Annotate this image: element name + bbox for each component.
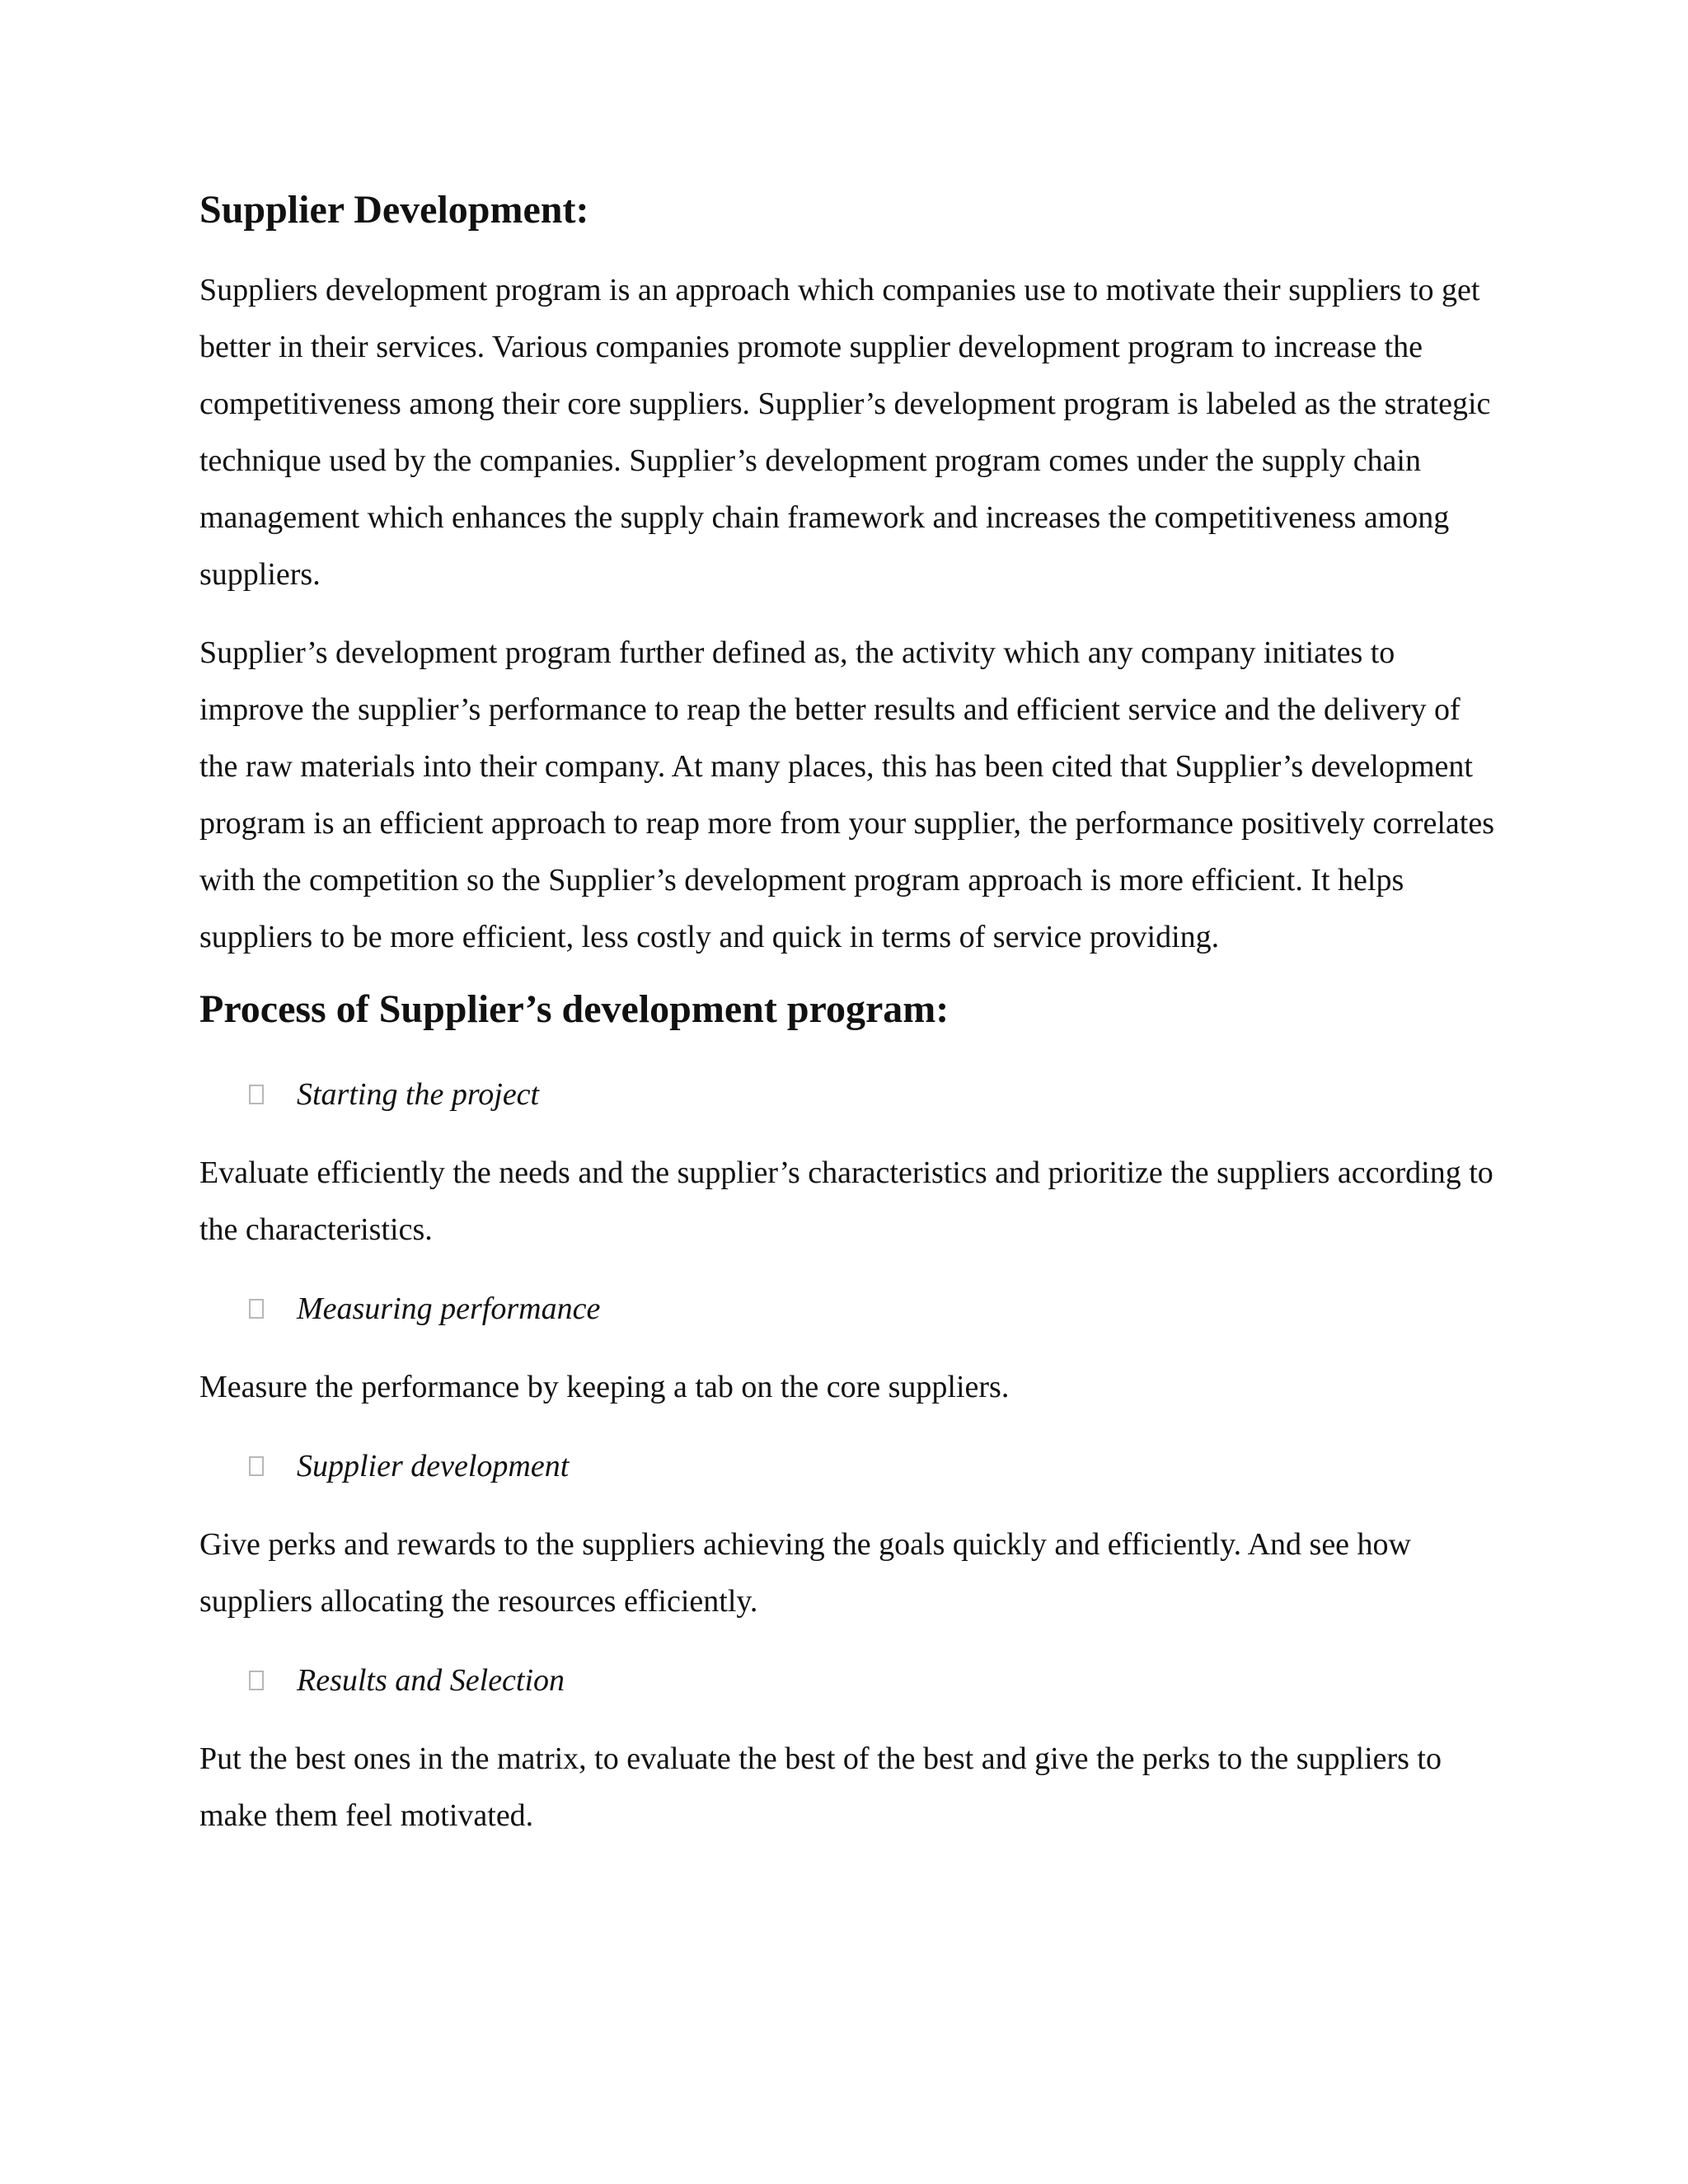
bullet-icon [249, 1671, 264, 1690]
bullet-icon [249, 1456, 264, 1476]
step-label: Supplier development [297, 1448, 570, 1483]
step-item [199, 1437, 1502, 1494]
process-heading: Process of Supplier’s development program: [199, 987, 950, 1031]
intro-paragraph: Suppliers development program is an approach which companies use to motivate their suppliers to get better in their services. Various companies promote supplier development program to increase the competitiveness among their core suppliers. Supplier’s development program is labeled as the strategic technique used by the companies. Supplier’s development program comes under the supply chain management which enhances the supply chain framework and increases the competitiveness among suppliers. [199, 272, 1491, 592]
page-title: Supplier Development: [199, 188, 589, 232]
step-label: Starting the project [297, 1076, 540, 1112]
step-item [199, 1066, 1502, 1122]
bullet-icon [249, 1299, 264, 1319]
step-description: Put the best ones in the matrix, to evaluate the best of the best and give the perks to the suppliers to make them feel motivated. [199, 1741, 1442, 1834]
step-item [199, 1280, 1502, 1337]
step-label: Results and Selection [297, 1662, 565, 1698]
step-description: Measure the performance by keeping a tab on the core suppliers. [199, 1370, 1010, 1405]
step-label: Measuring performance [297, 1291, 601, 1326]
bullet-icon [249, 1085, 264, 1104]
definition-paragraph: Supplier’s development program further defined as, the activity which any company initiates to improve the supplier’s performance to reap the better results and efficient service and the delivery of the raw materials into their company. At many places, this has been cited that Supplier’s development program is an efficient approach to reap more from your supplier, the performance positively correlates with the competition so the Supplier’s development program approach is more efficient. It helps suppliers to be more efficient, less costly and quick in terms of service providing. [199, 635, 1495, 954]
step-item [199, 1652, 1502, 1708]
document-body [199, 186, 1502, 1844]
step-description: Evaluate efficiently the needs and the supplier’s characteristics and prioritize the suppliers according to the characteristics. [199, 1155, 1493, 1248]
step-description: Give perks and rewards to the suppliers achieving the goals quickly and efficiently. And see how suppliers allocating the resources efficiently. [199, 1527, 1411, 1619]
